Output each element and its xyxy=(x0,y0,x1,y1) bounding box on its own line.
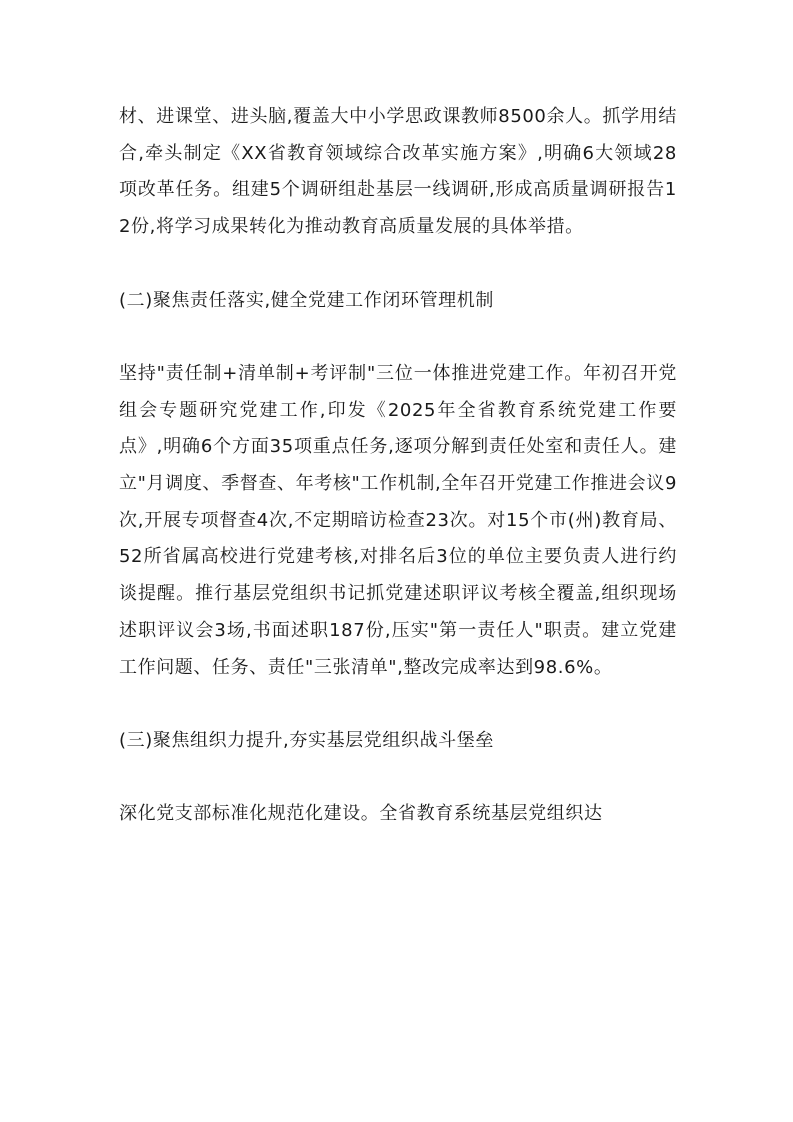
section-heading: (三)聚焦组织力提升,夯实基层党组织战斗堡垒 xyxy=(119,729,494,751)
paragraph-spacer xyxy=(119,246,677,283)
body-paragraph: 深化党支部标准化规范化建设。全省教育系统基层党组织达 xyxy=(119,803,603,825)
paragraph-spacer xyxy=(119,760,677,797)
paragraph-spacer xyxy=(119,319,677,356)
section-heading: (二)聚焦责任落实,健全党建工作闭环管理机制 xyxy=(119,289,494,311)
document-body xyxy=(119,99,677,833)
body-paragraph: 材、进课堂、进头脑,覆盖大中小学思政课教师8500余人。抓学用结合,牵头制定《XX省教育领域综合改革实施方案》,明确6大领域28项改革任务。组建5个调研组赴基层一线调研,形成高质量调研报告12份,将学习成果转化为推动教育高质量发展的具体举措。 xyxy=(119,106,677,238)
body-paragraph: 坚持"责任制+清单制+考评制"三位一体推进党建工作。年初召开党组会专题研究党建工作,印发《2025年全省教育系统党建工作要点》,明确6个方面35项重点任务,逐项分解到责任处室和责任人。建立"月调度、季督查、年考核"工作机制,全年召开党建工作推进会议9次,开展专项督查4次,不定期暗访检查23次。对15个市(州)教育局、52所省属高校进行党建考核,对排名后3位的单位主要负责人进行约谈提醒。推行基层党组织书记抓党建述职评议考核全覆盖,组织现场述职评议会3场,书面述职187份,压实"第一责任人"职责。建立党建工作问题、任务、责任"三张清单",整改完成率达到98.6%。 xyxy=(119,362,677,678)
paragraph-spacer xyxy=(119,686,677,723)
